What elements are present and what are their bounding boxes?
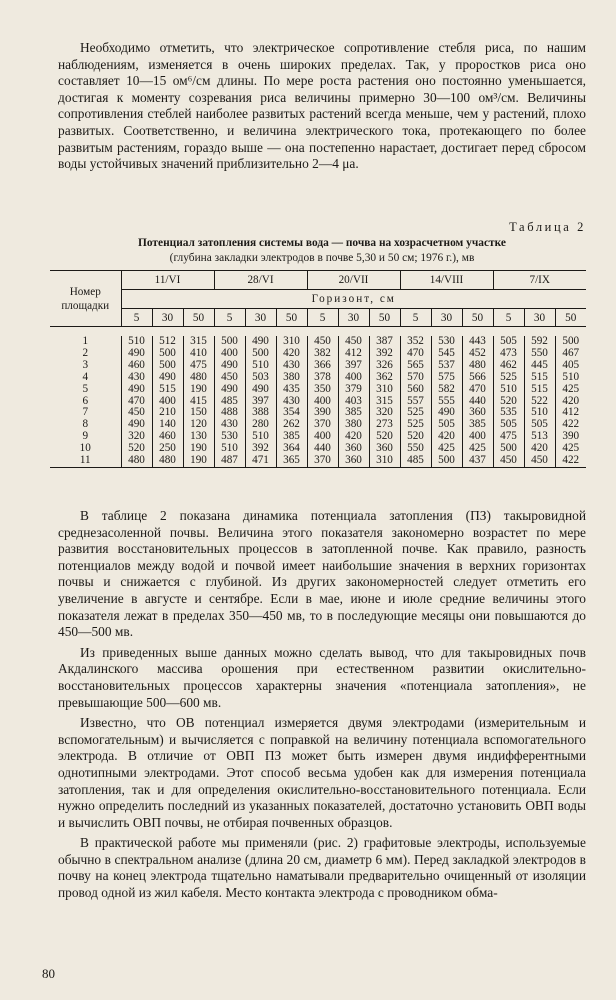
table-cell: 488	[214, 407, 245, 419]
table-cell: 385	[338, 407, 369, 419]
depth-header: 5	[400, 309, 431, 327]
table-cell: 565	[400, 360, 431, 372]
date-header: 28/VI	[214, 271, 307, 290]
table-cell: 425	[555, 384, 586, 396]
table-cell: 450	[121, 407, 152, 419]
table-cell: 475	[183, 360, 214, 372]
table-cell: 450	[524, 455, 555, 467]
table-cell: 443	[462, 336, 493, 348]
plot-number: 3	[82, 358, 89, 371]
table-cell: 460	[121, 360, 152, 372]
table-cell: 280	[245, 419, 276, 431]
horizon-label: Горизонт, см	[121, 290, 586, 309]
table-cell: 420	[524, 443, 555, 455]
table-cell: 575	[431, 372, 462, 384]
table-cell: 364	[276, 443, 307, 455]
table-cell: 520	[400, 431, 431, 443]
table-cell: 467	[555, 348, 586, 360]
table-cell: 490	[121, 348, 152, 360]
depth-header: 5	[307, 309, 338, 327]
table-cell: 503	[245, 372, 276, 384]
table-cell: 490	[245, 336, 276, 348]
table-row	[50, 360, 586, 372]
table-cell: 382	[307, 348, 338, 360]
table-cell: 450	[214, 372, 245, 384]
table-cell: 410	[183, 348, 214, 360]
table-cell: 592	[524, 336, 555, 348]
table-row	[50, 384, 586, 396]
table-cell: 530	[214, 431, 245, 443]
table-cell: 490	[214, 360, 245, 372]
table-cell: 510	[245, 360, 276, 372]
table-cell: 360	[462, 407, 493, 419]
table-cell: 480	[462, 360, 493, 372]
table-cell: 120	[183, 419, 214, 431]
table-cell: 515	[524, 372, 555, 384]
depth-header: 30	[338, 309, 369, 327]
table-cell: 505	[524, 419, 555, 431]
table-cell: 505	[431, 419, 462, 431]
table-header-dates	[50, 271, 586, 290]
table-cell: 378	[307, 372, 338, 384]
table-cell: 487	[214, 455, 245, 467]
depth-header: 30	[524, 309, 555, 327]
table-title: Потенциал затопления системы вода — почва на хозрасчетном участке	[138, 237, 506, 249]
table-cell: 510	[524, 407, 555, 419]
table-cell: 450	[338, 336, 369, 348]
table-number: Таблица 2	[509, 220, 586, 234]
table-cell: 510	[555, 372, 586, 384]
table-cell: 452	[462, 348, 493, 360]
table-cell: 490	[431, 407, 462, 419]
table-cell: 525	[400, 419, 431, 431]
table-cell: 555	[431, 396, 462, 408]
table-cell: 460	[152, 431, 183, 443]
table-cell: 440	[462, 396, 493, 408]
table-cell: 400	[214, 348, 245, 360]
depth-header: 30	[431, 309, 462, 327]
table-cell: 470	[462, 384, 493, 396]
table-cell: 392	[245, 443, 276, 455]
table-cell: 490	[214, 384, 245, 396]
table-cell: 370	[307, 455, 338, 467]
table-cell: 510	[214, 443, 245, 455]
table-cell: 525	[493, 372, 524, 384]
table-cell: 422	[555, 455, 586, 467]
paragraph: Из приведенных выше данных можно сделать вывод, что для такыровидных почв Акдалинского массива орошения при естественном развитии окислительно-восстановительных процессов характерны значения «потенциала затопления», не превышающие 500—600 мв.	[58, 644, 586, 710]
table-cell: 362	[369, 372, 400, 384]
table-cell: 412	[338, 348, 369, 360]
table-cell: 400	[307, 396, 338, 408]
table-cell: 490	[152, 372, 183, 384]
table-cell: 400	[338, 372, 369, 384]
table-cell: 520	[369, 431, 400, 443]
plot-number: 10	[79, 442, 91, 455]
depth-header: 30	[245, 309, 276, 327]
table-cell: 513	[524, 431, 555, 443]
table-cell: 500	[555, 336, 586, 348]
table-cell: 445	[524, 360, 555, 372]
table-cell: 150	[183, 407, 214, 419]
table-cell: 392	[369, 348, 400, 360]
table-cell: 520	[493, 396, 524, 408]
table-cell: 310	[369, 384, 400, 396]
table-cell: 130	[183, 431, 214, 443]
table-cell: 380	[338, 419, 369, 431]
table-cell: 522	[524, 396, 555, 408]
table-cell: 210	[152, 407, 183, 419]
table-cell: 350	[307, 384, 338, 396]
table-cell: 512	[152, 336, 183, 348]
depth-header: 30	[152, 309, 183, 327]
paragraph: В таблице 2 показана динамика потенциала затопления (ПЗ) такыровидной среднезасоленной почвы. Величина этого показателя закономерно возрастет по мере развития восстановительных процессов в затопленной почве. Как правило, разность потенциалов между водой и почвой имеет наибольшие значения в верхних горизонтах почвы и снижается с глубиной. Из других закономерностей следует отметить его увеличение в августе и сентябре. Если в мае, июне и июле средние величины этого показателя лежат в пределах 350—450 мв, то в последующие месяцы они повышаются до 450—500 мв.	[58, 508, 586, 640]
table-cell: 537	[431, 360, 462, 372]
table-cell: 450	[307, 336, 338, 348]
plot-number: 6	[82, 394, 89, 407]
table-cell: 360	[369, 443, 400, 455]
table-cell: 379	[338, 384, 369, 396]
table-cell: 403	[338, 396, 369, 408]
table-cell: 390	[555, 431, 586, 443]
table-cell: 310	[369, 455, 400, 467]
table-cell: 425	[462, 443, 493, 455]
table-cell: 480	[152, 455, 183, 467]
table-subtitle: (глубина закладки электродов в почве 5,30 и 50 см; 1976 г.), мв	[169, 252, 475, 264]
page-number: 80	[42, 966, 55, 981]
table-cell: 420	[276, 348, 307, 360]
table-cell: 365	[276, 455, 307, 467]
paragraph: В практической работе мы применяли (рис. 2) графитовые электроды, используемые обычно в спектральном анализе (длина 20 см, диаметр 6 мм). Перед закладкой электродов в почву на конец электрода тщательно наматывали предварительно очищенный от изоляции провод одной из жил кабеля. Место контакта электрода с проводником обма-	[58, 835, 586, 901]
table-cell: 388	[245, 407, 276, 419]
table-cell: 485	[400, 455, 431, 467]
table-cell: 387	[369, 336, 400, 348]
table-cell: 470	[121, 396, 152, 408]
intro-text	[58, 40, 586, 173]
table-cell: 425	[431, 443, 462, 455]
body-text	[58, 508, 586, 902]
table-cell: 480	[183, 372, 214, 384]
table-cell: 315	[369, 396, 400, 408]
depth-header: 50	[555, 309, 586, 327]
table-cell: 190	[183, 455, 214, 467]
table-cell: 405	[555, 360, 586, 372]
table-cell: 557	[400, 396, 431, 408]
table-cell: 470	[400, 348, 431, 360]
table-cell: 500	[152, 360, 183, 372]
plot-number: 11	[50, 455, 121, 467]
table-body	[50, 327, 586, 468]
plot-number: 8	[82, 418, 89, 431]
table-cell: 515	[524, 384, 555, 396]
depth-header: 50	[183, 309, 214, 327]
table-cell: 450	[493, 455, 524, 467]
table-cell: 505	[493, 336, 524, 348]
table-cell: 360	[338, 455, 369, 467]
table-cell: 430	[214, 419, 245, 431]
table-cell: 273	[369, 419, 400, 431]
table-cell: 352	[400, 336, 431, 348]
depth-header: 5	[121, 309, 152, 327]
plot-number: 9	[82, 430, 89, 443]
paragraph: Необходимо отметить, что электрическое сопротивление стебля риса, по нашим наблюдениям, изменяется в очень широких пределах. Так, у проростков риса оно составляет 10—15 ом⁶/см длины. По мере роста растения оно постоянно уменьшается, достигая к моменту созревания риса величины примерно 30—100 ом³/см. Величины сопротивления стеблей наиболее развитых растений всегда меньше, чем у растений, плохо развитых. Соответственно, и величина электрического тока, протекающего по более развитым растениям, гораздо выше — она постепенно нарастает, достигает перед сбросом воды устойчивых значений приблизительно 2—4 μa.	[58, 40, 586, 172]
table-cell: 415	[183, 396, 214, 408]
table-cell: 550	[400, 443, 431, 455]
table-cell: 462	[493, 360, 524, 372]
table-cell: 500	[493, 443, 524, 455]
table-cell: 190	[183, 443, 214, 455]
table-cell: 262	[276, 419, 307, 431]
table-cell: 420	[555, 396, 586, 408]
depth-header: 50	[369, 309, 400, 327]
table-cell: 360	[338, 443, 369, 455]
table-cell: 510	[245, 431, 276, 443]
paragraph: Известно, что ОВ потенциал измеряется двумя электродами (измерительным и вспомогательным) и вычисляется с поправкой на величину потенциала вспомогательного электрода. В отличие от ОВП ПЗ может быть измерен двумя индифферентными однотипными электродами. Этот способ весьма удобен как для измерения потенциала затопления, так и для определения окислительно-восстановительного потенциала. Если нужно определить последний из указанных показателей, достаточно установить ОВП воды и вычислить ОВП почвы, не отбирая почвенных образцов.	[58, 715, 586, 830]
table-cell: 545	[431, 348, 462, 360]
table-cell: 440	[307, 443, 338, 455]
table-cell: 566	[462, 372, 493, 384]
table-cell: 473	[493, 348, 524, 360]
table-cell: 535	[493, 407, 524, 419]
table-cell: 425	[555, 443, 586, 455]
table-cell: 510	[493, 384, 524, 396]
table-cell: 400	[307, 431, 338, 443]
depth-header: 5	[493, 309, 524, 327]
table-header-horizon	[50, 290, 586, 309]
table-row	[50, 372, 586, 384]
table-cell: 437	[462, 455, 493, 467]
depth-header: 5	[214, 309, 245, 327]
table-cell: 315	[183, 336, 214, 348]
table-cell: 390	[307, 407, 338, 419]
table-cell: 570	[400, 372, 431, 384]
data-table	[50, 270, 586, 468]
table-cell: 525	[400, 407, 431, 419]
table-cell: 385	[462, 419, 493, 431]
table-cell: 475	[493, 431, 524, 443]
table-cell: 430	[121, 372, 152, 384]
table-cell: 515	[152, 384, 183, 396]
table-cell: 550	[524, 348, 555, 360]
table-cell: 500	[245, 348, 276, 360]
table-cell: 490	[121, 419, 152, 431]
date-header: 7/IX	[493, 271, 586, 290]
table-cell: 480	[121, 455, 152, 467]
table-cell: 420	[431, 431, 462, 443]
table-cell: 250	[152, 443, 183, 455]
table-cell: 310	[276, 336, 307, 348]
table-cell: 320	[121, 431, 152, 443]
table-cell: 500	[214, 336, 245, 348]
table-row	[50, 455, 586, 467]
table-cell: 471	[245, 455, 276, 467]
date-header: 11/VI	[121, 271, 214, 290]
table-cell: 366	[307, 360, 338, 372]
table-cell: 485	[214, 396, 245, 408]
table-cell: 582	[431, 384, 462, 396]
table-cell: 397	[338, 360, 369, 372]
table-cell: 430	[276, 396, 307, 408]
table-cell: 397	[245, 396, 276, 408]
plot-number: 2	[82, 346, 89, 359]
table-cell: 326	[369, 360, 400, 372]
table-header-depths	[50, 309, 586, 327]
table-cell: 354	[276, 407, 307, 419]
table-cell: 560	[400, 384, 431, 396]
table-cell: 370	[307, 419, 338, 431]
date-header: 20/VII	[307, 271, 400, 290]
table-cell: 412	[555, 407, 586, 419]
table-cell: 385	[276, 431, 307, 443]
plot-number: 1	[82, 335, 89, 347]
depth-header: 50	[276, 309, 307, 327]
table-cell: 520	[121, 443, 152, 455]
table-cell: 190	[183, 384, 214, 396]
table-cell: 435	[276, 384, 307, 396]
plot-number: 4	[82, 370, 89, 383]
plot-number: 5	[82, 382, 89, 395]
table-cell: 420	[338, 431, 369, 443]
table-cell: 490	[245, 384, 276, 396]
plot-number: 7	[82, 406, 89, 419]
table-cell: 320	[369, 407, 400, 419]
table-cell: 500	[152, 348, 183, 360]
table-cell: 430	[276, 360, 307, 372]
table-cell: 400	[152, 396, 183, 408]
table-cell: 400	[462, 431, 493, 443]
table-cell: 380	[276, 372, 307, 384]
table-cell: 140	[152, 419, 183, 431]
table-cell: 490	[121, 384, 152, 396]
table-cell: 510	[121, 336, 152, 348]
table-cell: 500	[431, 455, 462, 467]
table-cell: 422	[555, 419, 586, 431]
table-cell: 505	[493, 419, 524, 431]
date-header: 14/VIII	[400, 271, 493, 290]
row-header: Номер площадки	[50, 271, 121, 327]
table-cell: 530	[431, 336, 462, 348]
depth-header: 50	[462, 309, 493, 327]
